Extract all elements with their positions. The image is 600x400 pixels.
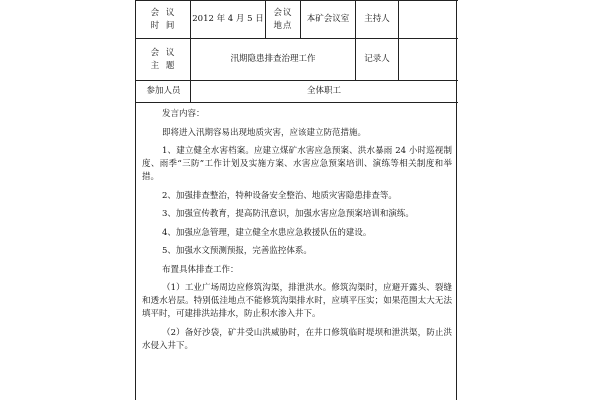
task-item-2: （2）备好沙袋，矿井受山洪威胁时，在井口修筑临时堤坝和泄洪渠，防止洪水侵入井下。 bbox=[142, 327, 452, 351]
recorder-value bbox=[399, 39, 457, 80]
content-item-1: 1、建立健全水害档案。应建立煤矿水害应急预案、洪水暴雨 24 小时巡视制度、雨季“三防”工作计划及实施方案、水害应急预案培训、演练等相关制度和举措。 bbox=[142, 146, 452, 182]
task-heading: 布置具体排查工作： bbox=[162, 264, 239, 275]
speech-content bbox=[142, 108, 452, 358]
meeting-location-label: 会议 地点 bbox=[273, 7, 293, 31]
content-item-4: 4、加强应急管理，建立健全水患应急救援队伍的建设。 bbox=[162, 227, 372, 238]
content-intro: 即将进入汛期容易出现地质灾害，应该建立防范措施。 bbox=[162, 127, 367, 138]
host-label: 主持人 bbox=[364, 14, 390, 24]
meeting-date: 2012 年 4 月 5 日 bbox=[192, 14, 264, 24]
meeting-location-value: 本矿会议室 bbox=[306, 14, 350, 24]
content-item-5: 5、加强水文预测预报，完善监控体系。 bbox=[162, 246, 312, 256]
attendees-value: 全体职工 bbox=[306, 86, 341, 96]
task-item-1: （1）工业广场周边应修筑沟渠，排泄洪水。修筑沟渠时，应避开露头、裂缝和透水岩层。特别低洼地点不能修筑沟渠排水时，应填平压实；如果范围太大无法填平时，可建排洪站排水，防止积水渗入井下。 bbox=[142, 283, 452, 319]
content-heading: 发言内容： bbox=[162, 109, 205, 119]
host-value bbox=[399, 1, 457, 38]
content-item-2: 2、加强排查整治，特种设备安全整治、地质灾害隐患排查等。 bbox=[162, 190, 397, 201]
meeting-topic-label: 会 议 主 题 bbox=[150, 47, 177, 71]
meeting-topic-value: 汛期隐患排查治理工作 bbox=[230, 54, 316, 64]
attendees-label: 参加人员 bbox=[146, 86, 181, 96]
table-rule-3 bbox=[136, 102, 458, 103]
meeting-time-label: 会 议 时 间 bbox=[150, 7, 177, 31]
content-item-3: 3、加强宣传教育，提高防汛意识，加强水害应急预案培训和演练。 bbox=[162, 209, 414, 219]
recorder-label: 记录人 bbox=[364, 54, 390, 64]
